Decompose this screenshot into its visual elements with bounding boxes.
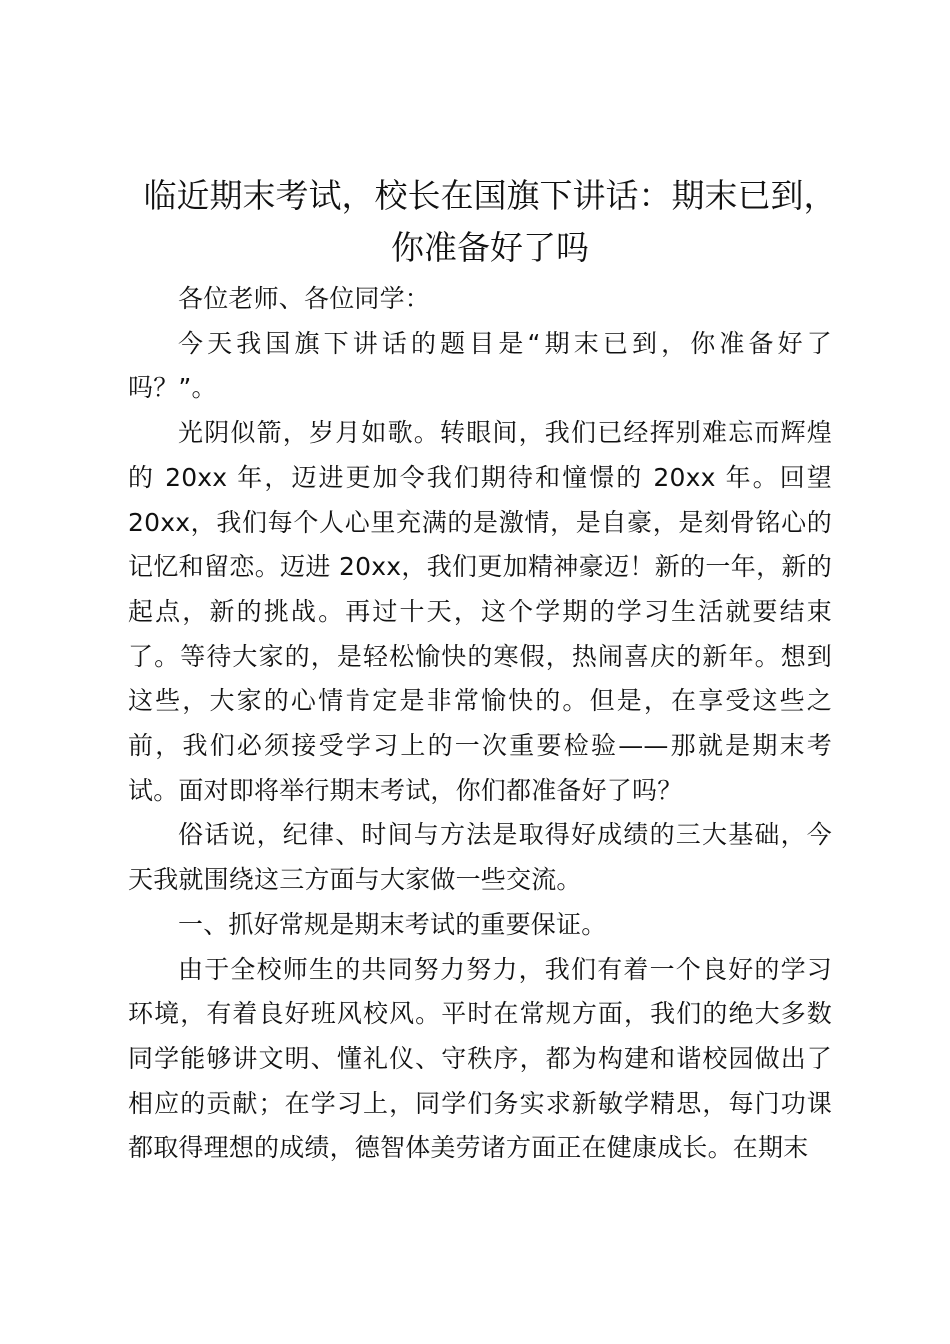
title-line-1: 临近期末考试，校长在国旗下讲话：期末已到，: [143, 176, 837, 215]
title-line-2: 你准备好了吗: [391, 228, 589, 267]
topic-paragraph: 今天我国旗下讲话的题目是“期末已到，你准备好了吗？”。: [128, 328, 832, 403]
section-heading: 一、抓好常规是期末考试的重要保证。: [178, 909, 607, 939]
document-body: [128, 277, 832, 1171]
routine-paragraph: 由于全校师生的共同努力努力，我们有着一个良好的学习环境，有着良好班风校风。平时在常规方面，我们的绝大多数同学能够讲文明、懂礼仪、守秩序，都为构建和谐校园做出了相应的贡献；在学习上，同学们务实求新敏学精思，每门功课都取得理想的成绩，德智体美劳诸方面正在健康成长。在期末: [128, 954, 832, 1163]
salutation-paragraph: 各位老师、各位同学：: [178, 284, 431, 313]
document-title: [110, 170, 870, 274]
foundation-paragraph: 俗话说，纪律、时间与方法是取得好成绩的三大基础，今天我就围绕这三方面与大家做一些交流。: [128, 820, 832, 895]
intro-paragraph: 光阴似箭，岁月如歌。转眼间，我们已经挥别难忘而辉煌的 20xx 年，迈进更加令我们期待和憧憬的 20xx 年。回望 20xx，我们每个人心里充满的是激情，是自豪，是刻骨铭心的记忆和留恋。迈进 20xx，我们更加精神豪迈！新的一年，新的起点，新的挑战。再过十天，这个学期的学习生活就要结束了。等待大家的，是轻松愉快的寒假，热闹喜庆的新年。想到这些，大家的心情肯定是非常愉快的。但是，在享受这些之前，我们必须接受学习上的一次重要检验——那就是期末考试。面对即将举行期末考试，你们都准备好了吗？: [128, 418, 832, 805]
